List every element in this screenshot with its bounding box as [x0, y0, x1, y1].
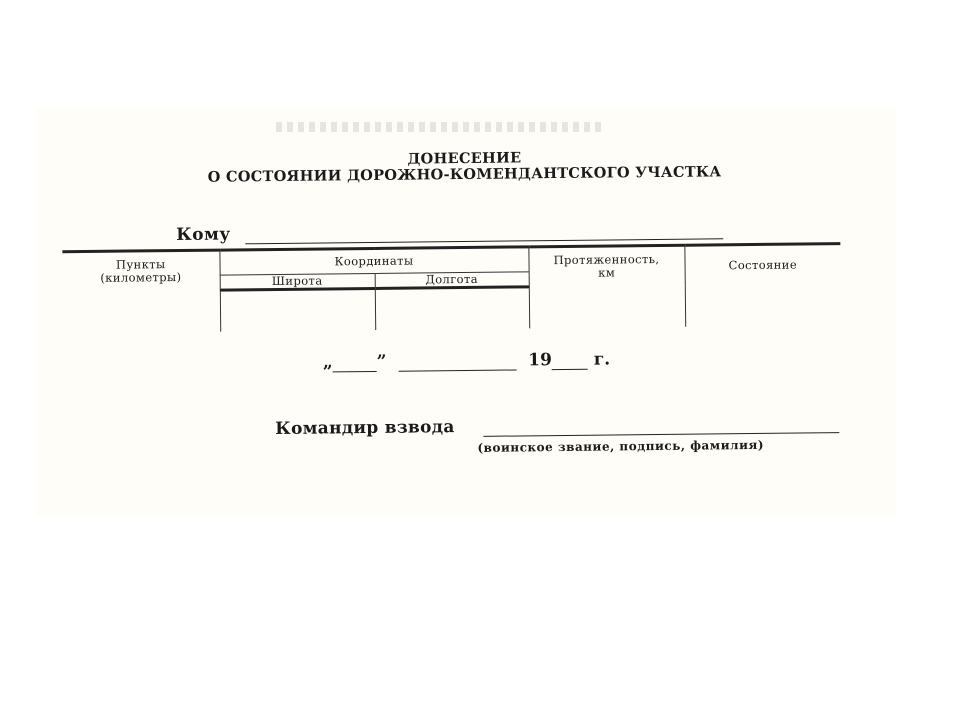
header-longitude: Долгота	[375, 272, 529, 289]
header-length	[528, 245, 684, 287]
document-title: ДОНЕСЕНИЕ	[407, 149, 522, 168]
header-points	[62, 250, 219, 292]
date-line	[36, 346, 896, 375]
month-blank	[398, 353, 516, 371]
addressee-label: Кому	[176, 224, 231, 246]
header-coordinates: Координаты	[219, 247, 528, 275]
header-length-line1: Протяженность,	[553, 252, 660, 268]
document-subtitle: О СОСТОЯНИИ ДОРОЖНО-КОМЕНДАНТСКОГО УЧАСТКА	[207, 163, 722, 186]
cell-points	[63, 290, 220, 333]
cell-length	[529, 285, 685, 328]
report-table	[62, 242, 841, 333]
year-prefix: 19	[528, 350, 552, 371]
header-points-line2: (километры)	[100, 270, 182, 286]
signer-label: Командир взвода	[275, 417, 455, 440]
cell-longitude	[375, 287, 529, 330]
date-open-quote: „	[322, 352, 333, 373]
signature-caption: (воинское звание, подпись, фамилия)	[477, 437, 765, 455]
cell-latitude	[220, 288, 375, 331]
document-scan	[36, 108, 896, 516]
header-length-line2: км	[598, 265, 616, 280]
cell-state	[685, 284, 841, 327]
report-form	[36, 108, 896, 516]
year-blank	[552, 353, 588, 370]
signature-blank-line	[483, 432, 839, 437]
header-state: Состояние	[684, 244, 840, 286]
header-points-line1: Пункты	[115, 257, 166, 272]
date-close-quote: ”	[376, 351, 387, 372]
table-row	[63, 284, 841, 334]
header-latitude: Широта	[220, 273, 375, 290]
year-suffix: г.	[593, 349, 611, 370]
day-blank	[333, 355, 377, 372]
